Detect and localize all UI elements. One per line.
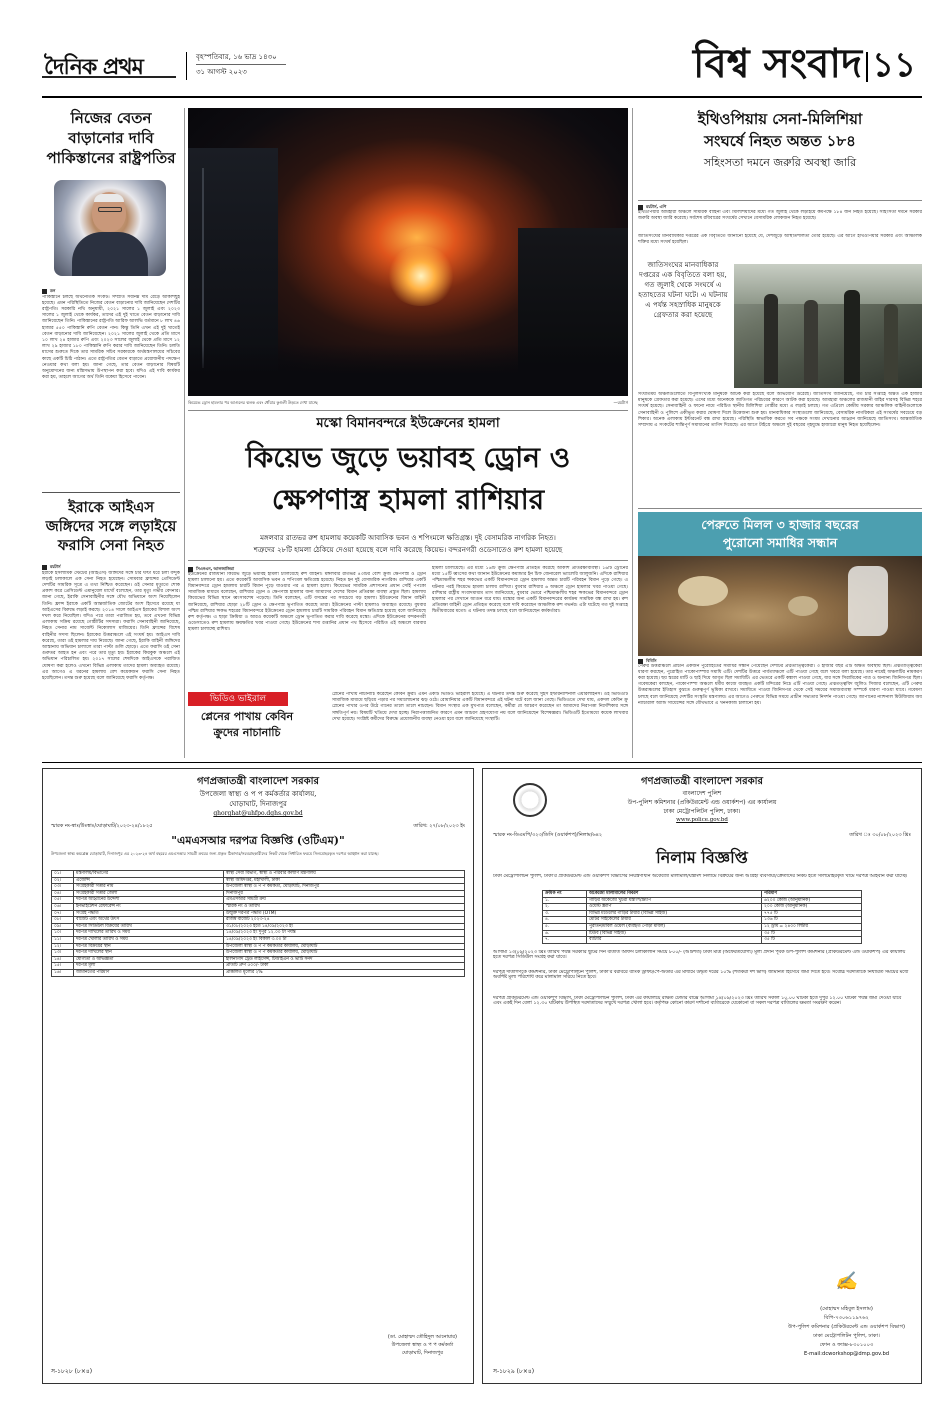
table-row: [543, 917, 862, 924]
table-cell: ১৬।: [52, 969, 74, 976]
table-cell: ১০।: [52, 930, 74, 937]
table-cell: প্রতিটি গ্রুপ ৫০০/- টাকা: [224, 963, 465, 970]
page-number: ১১: [872, 45, 917, 85]
table-cell: ৩.: [543, 910, 587, 917]
table-cell: ৭.: [543, 937, 587, 944]
table-cell: উপজেলা স্বাস্থ্য ও প প কর্মকর্তার কার্যালয়, ঘোড়াঘাট: [224, 943, 465, 950]
table-cell: মোটর সাইকেলের টায়ার: [587, 917, 762, 924]
table-cell: ০৯।: [52, 923, 74, 930]
table-row: [52, 943, 465, 950]
kyiv-body-col-1: সিএনএন, আলজাজিরা ইউক্রেনের রাজধানী কিয়েভ জুড়ে ভয়াবহ হামলা চালিয়েছে রুশ বাহিনী। মঙ্গলবার রাতভর ৪৩টির বেশি ক্রুজ ক্ষেপণাস্ত্র ও ড্রোন হামলা চালানো হয়। এতে কয়েকটি আবাসিক ভবন ও শপিংমল ক্ষতিগ্রস্ত হয়েছে। নিহত হন দুই বেসামরিক নাগরিক। রাশিয়ার একটি বিমানবন্দরে ড্রোন হামলায় চারটি বিমান পুড়ে যাওয়ার পর এ হামলা হলো। কিয়েভের সামরিক প্রশাসনের প্রধান সের্হি পপকো সামাজিক মাধ্যমে বলেছেন, রাশিয়ার ড্রোন ও ক্ষেপণাস্ত্র হামলার জন্য আমাদের দেশের বিমান প্রতিরক্ষা ব্যবস্থা প্রস্তুত ছিল। হামলায় কিয়েভের বিভিন্ন স্থানে ধ্বংসাবশেষ পড়েছে। তিনি বলেছেন, এটি বসন্তের পর সবচেয়ে বড় হামলা। ইউক্রেনের বিমান বাহিনী জানিয়েছে, রাশিয়ার ছোড়া ২৮টি ড্রোন ও ক্ষেপণাস্ত্র ভূপাতিত করেছে তারা। ইউক্রেনের পাল্টা হামলাও অব্যাহত রয়েছে। বুধবার পশ্চিম রাশিয়ার প্সকভ শহরের বিমানবন্দরে ইউক্রেনের ড্রোন হামলায় চারটি সামরিক পরিবহন বিমান ক্ষতিগ্রস্ত হয়েছে বলে জানিয়েছে রুশ কর্তৃপক্ষ। এ ছাড়া ক্রিমিয়া ও আরও কয়েকটি অঞ্চলে ড্রোন ভূপাতিত করার দাবি করেছে মস্কো। এদিকে ইউক্রেনের বন্দরনগরী ওডেসাতেও রুশ হামলায় ক্ষয়ক্ষতির খবর পাওয়া গেছে। ইউক্রেনের শস্য রপ্তানির প্রধান পথ হিসেবে পরিচিত এই অঞ্চলে বারবার হামলা চালাচ্ছে রাশিয়া।: [188, 566, 426, 633]
peru-title-box: পেরুতে মিলল ৩ হাজার বছরের পুরোনো সমাধির সন্ধান: [638, 512, 922, 556]
kyiv-photo: [188, 108, 628, 396]
table-cell: উপজেলা স্বাস্থ্য ও প প কর্মকর্তার কার্যালয়, ঘোড়াঘাট: [224, 950, 465, 957]
table-cell: ১৫।: [52, 963, 74, 970]
masthead-date: বৃহস্পতিবার, ১৬ ভাদ্র ১৪৩০ ৩১ আগস্ট ২০২৩: [196, 52, 336, 77]
table-cell: ১.: [543, 897, 587, 904]
table-row: [543, 930, 862, 937]
table-row: [543, 897, 862, 904]
table-cell: উন্মুক্ত দরপত্র পদ্ধতি (OTM): [224, 910, 465, 917]
table-cell: ৭৭৫ টি: [762, 910, 862, 917]
ad1-table: [51, 870, 465, 977]
table-cell: দরপত্র মূল্য: [74, 963, 224, 970]
table-cell: প্রাক্কলিত মূল্যের ২%: [224, 969, 465, 976]
table-row: [543, 923, 862, 930]
table-cell: ২০০ কেজি (আনুমানিক): [762, 904, 862, 911]
table-cell: ৫.: [543, 923, 587, 930]
table-row: [52, 897, 465, 904]
signature: ✍: [835, 1271, 858, 1292]
table-row: [52, 969, 465, 976]
table-cell: ১৪।: [52, 956, 74, 963]
table-row: [52, 890, 465, 897]
table-cell: দরপত্র সিডিউল বিক্রয়ের তারিখ: [74, 923, 224, 930]
table-cell: সংগ্রহ পদ্ধতি: [74, 910, 224, 917]
table-cell: দরপত্র দাখিলের স্থান: [74, 950, 224, 957]
kyiv-headline-1: কিয়েভ জুড়ে ভয়াবহ ড্রোন ও: [245, 441, 571, 474]
table-cell: ১১।: [52, 936, 74, 943]
table-cell: এজেন্সি: [74, 877, 224, 884]
table-cell: ৬২০০ কেজি (আনুমানিক): [762, 897, 862, 904]
kyiv-kicker: মস্কো বিমানবন্দরে ইউক্রেনের হামলা: [316, 416, 500, 431]
table-cell: ০৭।: [52, 910, 74, 917]
ad-ghoraghat-tender: গণপ্রজাতন্ত্রী বাংলাদেশ সরকার উপজেলা স্বাস্থ্য ও প প কর্মকর্তার কার্যালয়, ঘোড়াঘাট, দিনাজপুর ghorghat@uhfpo.dghs.gov.bd স্মারক নং-স্বাঃ/উঃস্বাঃ/ঘোড়াঘাট/২০২৩-২৪/১৮২৫ তারিখ: ২৭/০৮/২০২৩ ইং "এমএসআর দরপত্র বিজ্ঞপ্তি (ওটিএম)" উপজেলা স্বাস্থ্য কমপ্লেক্স ঘোড়াঘাট, দিনাজপুর এর ২০২৩-২৪ অর্থ বছরের এমএসআর সামগ্রী ক্রয়ের জন্য প্রকৃত ঠিকাদার/সরবরাহকারীদের নিকট থেকে নির্ধারিত ফরমে সিলমোহরকৃত দরপত্র আহ্বান করা যাচ্ছে। ০১। মন্ত্রণালয়/বিভাগের স্বাস্থ্য সেবা বিভাগ, স্বাস্থ্য ও পরিবার কল্যাণ মন্ত্রণালয় ০২। এজেন্সি স্বাস্থ্য অধিদপ্তর, মহাখালী, ঢাকা ০৩। সংগ্রহকারী সত্তার নাম উপজেলা স্বাস্থ্য ও প প কর্মকর্তা, ঘোড়াঘাট, দিনাজপুর ০৪। সংগ্রহকারী সত্তার জেলা দিনাজপুর ০৫। দরপত্র আহ্বানের উদ্দেশ্য এমএসআর সামগ্রী ক্রয় ০৬। ইনভাইটেশন রেফারেন্স নং স্মারক নং ও তারিখ ০৭। সংগ্রহ পদ্ধতি উন্মুক্ত দরপত্র পদ্ধতি (OTM) ০৮। বাজেট এবং অর্থের উৎস রাজস্ব বাজেট ২০২৩-২৪ ০৯। দরপত্র সিডিউল বিক্রয়ের তারিখ ৩১/০৮/২০২৩ হতে ১৪/০৯/২০২৩ ইং ১০। দরপত্র দাখিলের তারিখ ও সময় ১৪/০৯/২০২৩ ইং দুপুর ১২.০০ টা পর্যন্ত ১১। দরপত্র খোলার তারিখ ও সময় ১৪/০৯/২০২৩ ইং বিকাল ৩.০০ টা ১২। দরপত্র বিক্রয়ের স্থান উপজেলা স্বাস্থ্য ও প প কর্মকর্তার কার্যালয়, ঘোড়াঘাট ১৩। দরপত্র দাখিলের স্থান উপজেলা স্বাস্থ্য ও প প কর্মকর্তার কার্যালয়, ঘোড়াঘাট ১৪। যোগ্যতা ও অভিজ্ঞতা হালনাগাদ ট্রেড লাইসেন্স, টিআইএন ও ভ্যাট সনদ ১৫। দরপত্র মূল্য প্রতিটি গ্রুপ ৫০০/- টাকা ১৬। জামানতের পরিমাণ প্রাক্কলিত মূল্যের ২% (ডা. মোহাম্মদ তৌহিদুল আনোয়ার) উপজেলা স্বাস্থ্য ও প প কর্মকর্তা ঘোড়াঘাট, দিনাজপুর স-১৮২৮ (৮×৪): [42, 768, 474, 1384]
table-cell: যোগ্যতা ও অভিজ্ঞতা: [74, 956, 224, 963]
kyiv-photo-caption: কিয়েভে ড্রোন হামলার পর আগুনের ঝলক এবং ধোঁয়ার কুণ্ডলী উড়তে দেখা যাচ্ছে: [188, 400, 318, 405]
table-cell: পুরাতন/মবিল ওয়েল (ব্যবহৃত পোড়া মবিল): [587, 923, 762, 930]
masthead-logo: দৈনিক প্রথম: [42, 46, 180, 82]
table-row: [52, 950, 465, 957]
table-row: [52, 903, 465, 910]
table-cell: ১৩৬ টি: [762, 917, 862, 924]
table-cell: ১৪/০৯/২০২৩ ইং দুপুর ১২.০০ টা পর্যন্ত: [224, 930, 465, 937]
table-cell: স্বাস্থ্য সেবা বিভাগ, স্বাস্থ্য ও পরিবার কল্যাণ মন্ত্রণালয়: [224, 871, 465, 878]
table-cell: ৩৫ টি: [762, 937, 862, 944]
table-row: [52, 917, 465, 924]
table-row: [52, 877, 465, 884]
table-row: [52, 923, 465, 930]
alvi-photo: [54, 180, 166, 276]
table-cell: সংগ্রহকারী সত্তার জেলা: [74, 890, 224, 897]
table-cell: দরপত্র আহ্বানের উদ্দেশ্য: [74, 897, 224, 904]
table-cell: দরপত্র দাখিলের তারিখ ও সময়: [74, 930, 224, 937]
table-cell: ১৩।: [52, 950, 74, 957]
table-cell: ০৮।: [52, 917, 74, 924]
table-cell: ১২।: [52, 943, 74, 950]
ad2-table: ক্রমিক নং অকেজো মালামালের বিবরণ পরিমাণ ১. গাড়ির অকেজো খুচরা যন্ত্রাংশ/স্ক্র্যাপ ৬২০০ কেজি (আনুমানিক) ২. ওয়েস্ট স্ক্র্যাপ ২০০ কেজি (আনুমানিক) ৩. বিভিন্ন মডেলের গাড়ির টায়ার (বিভিন্ন সাইজ) ৭৭৫ টি ৪. মোটর সাইকেলের টায়ার ১৩৬ টি ৫. পুরাতন/মবিল ওয়েল (ব্যবহৃত পোড়া মবিল) ১২ ড্রাম = ২৪০০ লিটার ৬. টিউব (বিভিন্ন সাইজ) ৩৫ টি ৭. ব্যাটারি ৩৫ টি: [542, 890, 862, 944]
table-cell: ব্যাটারি: [587, 937, 762, 944]
section-title: বিশ্ব সংবাদ: [693, 40, 862, 87]
table-row: [543, 904, 862, 911]
table-cell: ০২।: [52, 877, 74, 884]
table-cell: ১২ ড্রাম = ২৪০০ লিটার: [762, 923, 862, 930]
table-row: [52, 956, 465, 963]
table-cell: ৪.: [543, 917, 587, 924]
table-cell: রাজস্ব বাজেট ২০২৩-২৪: [224, 917, 465, 924]
ethiopia-photo: [734, 264, 922, 388]
table-cell: দিনাজপুর: [224, 890, 465, 897]
ethiopia-pull-quote: জাতিসংঘের মানবাধিকার দপ্তরের এক বিবৃতিতে বলা হয়, গত জুলাই থেকে সংঘর্ষে এ হতাহতের ঘটনা ঘটে। এ ঘটনায় এ পর্যন্ত সহস্রাধিক মানুষকে গ্রেফতার করা হয়েছে: [638, 260, 728, 319]
table-row: [52, 930, 465, 937]
table-cell: মন্ত্রণালয়/বিভাগের: [74, 871, 224, 878]
table-cell: ৬.: [543, 930, 587, 937]
kyiv-photo-credit: —রয়টার্স: [613, 400, 628, 405]
isis-story: ইরাকে আইএস জঙ্গিদের সঙ্গে লড়াইয়ে ফরাসি সেনা নিহত রয়টার্স ইরাকে ইসলামিক স্টেটের (আইএস) জঙ্গিদের সঙ্গে চার ঘণ্টা ধরে চলা বন্দুক লড়াই চলাকালে এক সেনা নিহত হয়েছেন। সোমবার ফ্রান্সের প্রেসিডেন্ট দেশটির সামরিক সূত্রে এ তথ্য নিশ্চিত করেছেন। ওই সেনার মৃত্যুতে শোক প্রকাশ করে প্রেসিডেন্ট এমানুয়েল মাখোঁ বলেছেন, তার মৃত্যু গভীর বেদনার। জানা গেছে, ইরাকি সেনাবাহিনীর সঙ্গে যৌথ অভিযানে অংশ নিয়েছিলেন তিনি। ফ্রান্স ইরাকে একটি আন্তর্জাতিক জোটের অংশ হিসেবে রয়েছে যা আইএসের বিরুদ্ধে লড়াই করছে। ২০১৪ সালে আইএস ইরাকের বিশাল অংশ দখল করে নিয়েছিল। যদিও পরে তারা পরাজিত হয়, তবে এখনো বিভিন্ন এলাকায় সক্রিয় রয়েছে গোষ্ঠীটির সদস্যরা। ফরাসি সেনাবাহিনী জানিয়েছে, নিহত সেনার নাম সার্জেন্ট নিকোলাস মাজিয়ের। তিনি ফ্রান্সের বিশেষ বাহিনীর সদস্য ছিলেন। ইরাকের উত্তরাঞ্চলে এই সংঘর্ষ হয়। আইএস দাবি করেছে, তারা ওই হামলার দায় নিয়েছে। জানা গেছে, ইরাকি বাহিনী জঙ্গিদের আস্তানায় অভিযান চালালে তারা পাল্টা গুলি ছোড়ে। এতে ফরাসি ওই সেনা গুরুতর আহত হন এবং পরে তার মৃত্যু হয়। ইরাকের কিরকুক অঞ্চলে এই অভিযান পরিচালিত হয়। ২০১৭ সালের শেষদিকে আইএসকে পরাজিত ঘোষণা করা হলেও এখনো বিভিন্ন এলাকায় তাদের হামলা অব্যাহত রয়েছে। এর আগেও এ ধরনের হামলায় বেশ কয়েকজন ফরাসি সেনা নিহত হয়েছিলেন। তদন্ত শুরু হয়েছে বলে জানিয়েছে ফরাসি কর্তৃপক্ষ।: [42, 499, 180, 681]
table-cell: ৩৫ টি: [762, 930, 862, 937]
viral-box: ভিডিও ভাইরাল প্লেনের পাখায় কেবিন ক্রুদের নাচানাচি: [188, 692, 326, 758]
table-cell: স্মারক নং ও তারিখ: [224, 903, 465, 910]
alvi-story: নিজের বেতন বাড়ানোর দাবি পাকিস্তানের রাষ্ট্রপতির ডন পাকিস্তানে চলছে অর্থনৈতিক সংকট। সম্প্রতি সর্বনিম্ন দাম রেড়ে আকাশছুঁই হয়েছে। এমন পরিস্থিতিতে নিজের বেতন বাড়ানোর দাবি জানিয়েছেন দেশটির রাষ্ট্রপতি। সরকারি নথি অনুযায়ী, ২০২১ সালের ১ জুলাই এবং ২০২৩ সালের ১ জুলাই থেকে কার্যকর, তাদের এই দুই খাতে বেতন বাড়ানোর দাবি জানিয়েছেন তিনি। পাকিস্তানের রাষ্ট্রপতি আরিফ আলভি বর্তমানে ৮ লাখ ৪৬ হাজার ৫৫০ পাকিস্তানি রুপি বেতন পান। কিন্তু তিনি এখন এই দুই খাতেই বেতন বাড়ানোর দাবি জানিয়েছেন। ২০২১ সালের জুলাই থেকে প্রতি মাসে ১০ লাখ ২৪ হাজার রুপি এবং ২০২৩ সালের জুলাই থেকে প্রতি মাসে ১২ লাখ ২৯ হাজার ১৮০ পাকিস্তানি রুপি করার দাবি জানিয়েছেন তিনি। চলতি মাসের শুরুতে দিকে তার সামরিক সচিব সরকারকে অর্থমন্ত্রণালয়ের সচিবের কাছে একটি চিঠি পাঠান। এতে রাষ্ট্রপতির বেতন বাড়াতে প্রয়োজনীয় পদক্ষেপ নেওয়ার কথা বলা হয়। জানা গেছে, তার বেতন বাড়ানোর বিষয়টি অনুমোদনের জন্য মন্ত্রিসভায় উপস্থাপন করা হবে। যদিও এই দাবি কার্যকর করা হয়, তাহলে আগের অর্থ তিনি বকেয়া হিসেবে পাবেন।: [42, 109, 180, 381]
peru-story: পেরুতে মিলল ৩ হাজার বছরের পুরোনো সমাধির সন্ধান বিবিসি পেরুর উত্তরাঞ্চলে প্রাচীন একজন পুরোহিতের সমাধির সন্ধান পেয়েছেন দেশটির প্রত্নতাত্ত্বিকেরা। ৩ হাজার বছর এটি অক্ষত অবস্থায় ছিল। প্রত্নতাত্ত্বিকেরা ধারণা করছেন, পুরোহিত পাকোপাম্পার সমাধি এটি। দেশটির উত্তরে পার্বত্যাঞ্চলে এটি পাওয়া গেছে বলে খবরে বলা হয়েছে। তার নামেই অঞ্চলটির নামকরণ করা হয়েছে। ছয় স্তরের মাটি ও ছাই দিয়ে আবৃত ছিল সমাধিটি। এর ভেতরে একটি কঙ্কাল পাওয়া গেছে, যার সঙ্গে সিরামিকের পাত্র ও অন্যান্য জিনিসপত্র ছিল। গবেষকেরা বলছেন, পাকোপাম্পা অঞ্চলে ধর্মীয় কাজে ব্যবহৃত একটি মন্দিরের নিচে এটি পাওয়া গেছে। প্রত্নতত্ত্ববিদ জুলিও সিজার বলেছেন, এটি পেরুর উত্তরাঞ্চলের ইতিহাস বুঝতে গুরুত্বপূর্ণ ভূমিকা রাখবে। সমাধিতে পাওয়া জিনিসপত্র থেকে সেই সময়ের সমাজব্যবস্থা সম্পর্কে ধারণা পাওয়া যাবে। গবেষণা চলছে বলে জানিয়েছে দেশটির সংস্কৃতি মন্ত্রণালয়। এর আগেও পেরুতে বিভিন্ন সময়ে প্রাচীন সভ্যতার নিদর্শন পাওয়া গেছে। জাপানের ন্যাশনাল মিউজিয়াম অব ন্যাচারাল অ্যান্ড সায়েন্সের সঙ্গে যৌথভাবে এ খননকাজ চালানো হয়।: [638, 512, 922, 758]
table-cell: দরপত্র খোলার তারিখ ও সময়: [74, 936, 224, 943]
table-cell: এমএসআর সামগ্রী ক্রয়: [224, 897, 465, 904]
table-cell: ০৬।: [52, 903, 74, 910]
table-cell: ০১।: [52, 871, 74, 878]
table-cell: জামানতের পরিমাণ: [74, 969, 224, 976]
kyiv-body-col-2: হামলা চালিয়েছে। এর মধ্যে ১৬টি ক্রুজ ক্ষেপণাস্ত্র প্রতিহত করেছে আকাশ প্রতিরক্ষাব্যবস্থা। ১৬টি ড্রোনের মধ্যে ১৫টি ধ্বংসের কথা জানান ইউক্রেনের কমান্ডার ইন চিফ জেনারেল ভ্যালেরি জালুজনি। এদিকে রাশিয়ার পশ্চিমাঞ্চলীয় শহর প্সকভের একটি বিমানবন্দরে ড্রোন হামলায় অন্তত চারটি পরিবহন বিমান পুড়ে গেছে। এ ঘটনার পরই কিয়েভে হামলা চালায় রাশিয়া। বুধবার রাশিয়ার ৬ অঞ্চলে ড্রোন হামলার খবর পাওয়া গেছে। রাশিয়ার রাষ্ট্রীয় সংবাদমাধ্যম তাস জানিয়েছে, বুধবার ভোরে পশ্চিমাঞ্চলীয় শহর প্সকভের বিমানবন্দরে ড্রোন হামলার পর সেখানে আগুন ধরে যায়। মস্কোর অন্য একটি বিমানবন্দরের কার্যক্রম সাময়িক বন্ধ রাখা হয়। রুশ প্রতিরক্ষা বাহিনী ড্রোন প্রতিহত করেছে বলে দাবি করেছেন আঞ্চলিক রুশ গভর্নর। এটা ঘটেছে গত দুই সপ্তাহে দ্বিতীয়বারের মতো। এ ঘটনায় তদন্ত চলছে বলে জানিয়েছেন কর্মকর্তারা।: [432, 566, 628, 615]
table-cell: দরপত্র বিক্রয়ের স্থান: [74, 943, 224, 950]
table-row: [543, 910, 862, 917]
table-row: [52, 871, 465, 878]
table-cell: হালনাগাদ ট্রেড লাইসেন্স, টিআইএন ও ভ্যাট সনদ: [224, 956, 465, 963]
table-cell: বাজেট এবং অর্থের উৎস: [74, 917, 224, 924]
table-cell: উপজেলা স্বাস্থ্য ও প প কর্মকর্তা, ঘোড়াঘাট, দিনাজপুর: [224, 884, 465, 891]
police-emblem: [513, 783, 547, 817]
table-cell: গাড়ির অকেজো খুচরা যন্ত্রাংশ/স্ক্র্যাপ: [587, 897, 762, 904]
table-cell: ১৪/০৯/২০২৩ ইং বিকাল ৩.০০ টা: [224, 936, 465, 943]
table-cell: ০৪।: [52, 890, 74, 897]
table-row: [52, 936, 465, 943]
viral-body: প্লেনের পাখায় নাচানাচি করেছেন কেবিন ক্রুরা। এমন একটি ভিডিও ভাইরাল হয়েছে। এ ঘটনার তদন্ত শুরু করেছে সুইস ইন্টারন্যাশনাল এয়ারলাইনস। ওই ভিডিওটি সামাজিক মাধ্যমে ছড়িয়ে পড়ার পর সমালোচনার ঝড় ওঠে। রোমানিয়ার একটি বিমানবন্দরে এই ঘটনা ঘটে বলে জানা গেছে। ভিডিওতে দেখা যায়, একদল কেবিন ক্রু প্লেনের পাখার ওপর উঠে গানের তালে তালে নাচছেন। বিমান সংস্থার এক মুখপাত্র বলেছেন, কর্মীরা যে আচরণ করেছেন তা আমাদের নিরাপত্তা নির্দেশিকার সঙ্গে সঙ্গতিপূর্ণ নয়। বিষয়টি খতিয়ে দেখা হচ্ছে। নিরাপত্তাজনিত কারণে এমন আচরণ গ্রহণযোগ্য নয় বলে জানিয়েছেন বিশেষজ্ঞরা। ভিডিওটি ইতোমধ্যে কয়েক লাখবার দেখা হয়েছে। সংশ্লিষ্ট কর্মীদের বিরুদ্ধে প্রয়োজনীয় ব্যবস্থা নেওয়া হবে বলে জানিয়েছে সংস্থাটি।: [332, 692, 628, 722]
table-row: [52, 963, 465, 970]
kyiv-deck: মঙ্গলবার রাতভর রুশ হামলায় কয়েকটি আবাসিক ভবন ও শপিংমলে ক্ষতিগ্রস্ত। দুই বেসামরিক নাগরিক নিহত। শত্রুদের ২৮টি হামলা ঠেকিয়ে দেওয়া হয়েছে বলে দাবি করেছে কিয়েভ। বন্দরনগরী ওডেসাতেও রুশ হামলা হয়েছে: [253, 534, 563, 554]
table-cell: সংগ্রহকারী সত্তার নাম: [74, 884, 224, 891]
table-cell: ওয়েস্ট স্ক্র্যাপ: [587, 904, 762, 911]
table-cell: ০৫।: [52, 897, 74, 904]
table-row: [52, 884, 465, 891]
table-row: [543, 937, 862, 944]
ad-dmp-auction: গণপ্রজাতন্ত্রী বাংলাদেশ সরকার বাংলাদেশ পুলিশ উপ-পুলিশ কমিশনার (প্রকিউরমেন্ট এন্ড ওয়ার্কশপ) এর কার্যালয় ঢাকা মেট্রোপলিটন পুলিশ, ঢাকা। www.police.gov.bd স্মারক নং-ডিএমপি/৩২৩/ডিসি (ওয়ার্কশপ)/নিলাম/৬৪২ তারিখ ঃ ৩০/০৮/২০২৩ খ্রিঃ নিলাম বিজ্ঞপ্তি ঢাকা মেট্রোপলিটন পুলিশ, ঢাকা'র প্রকিউরমেন্ট এন্ড ওয়ার্কশপ বিভাগের নিয়ন্ত্রণাধীন অকেজো মালামাল/যন্ত্রাংশ নিলামে বিক্রয়ের জন্য আগ্রহী ব্যবসায়ী/ক্রেতাদের নিকট হতে সীলমোহরকৃত খামে দরপত্র আহবান করা যাচ্ছে। ক্রমিক নং অকেজো মালামালের বিবরণ পরিমাণ ১. গাড়ির অকেজো খুচরা যন্ত্রাংশ/স্ক্র্যাপ ৬২০০ কেজি (আনুমানিক) ২. ওয়েস্ট স্ক্র্যাপ ২০০ কেজি (আনুমানিক) ৩. বিভিন্ন মডেলের গাড়ির টায়ার (বিভিন্ন সাইজ) ৭৭৫ টি ৪. মোটর সাইকেলের টায়ার ১৩৬ টি ৫. পুরাতন/মবিল ওয়েল (ব্যবহৃত পোড়া মবিল) ১২ ড্রাম = ২৪০০ লিটার ৬. টিউব (বিভিন্ন সাইজ) ৩৫ টি ৭. ব্যাটারি ৩৫ টি আগামী ১৩/০৯/২০২৩ খ্রিঃ তারিখ পর্যন্ত সরকারি ছুটির দিন ব্যতীত অফিস চলাকালীন সময়ে ৮০০/- (আটশত) টাকা মাত্র (অফেরতযোগ্য) মূল্য প্রদান পূর্বক উপ-পুলিশ কমিশনার (প্রকিউরমেন্ট এন্ড ওয়ার্কশপ) এর কার্যালয় হতে দরপত্র সিডিউল সংগ্রহ করা যাবে। দরপত্র দাতাগণকে কমিশনার, ঢাকা মেট্রোপলিটন পুলিশ, ঢাকা'র বরাবরে ব্যাংক ড্রাফট/পে-অর্ডার এর মাধ্যমে উদ্ধৃত দরের ১০% (শতকরা দশ ভাগ) জামানত হিসেবে জমা দিতে হবে। সর্বোচ্চ দরদাতাকে নির্ধারিত সময়ের মধ্যে অবশিষ্ট মূল্য পরিশোধ করে মালামাল সরিয়ে নিতে হবে। দরপত্র প্রকিউরমেন্ট এন্ড ওয়ার্কশপ বিভাগ, ঢাকা মেট্রোপলিটন পুলিশ, ঢাকা এর কার্যালয়ে রক্ষিত টেন্ডার বাক্সে আগামী ১৪/০৯/২০২৩ খ্রিঃ তারিখ সকাল ১০.০০ ঘটিকা হতে দুপুর ১২.০০ ঘটিকা পর্যন্ত জমা দেওয়া যাবে এবং একই দিন বেলা ১২.৩০ ঘটিকায় উপস্থিত দরদাতাদের সম্মুখে দরপত্র খোলা হবে। কর্তৃপক্ষ কোনো কারণ দর্শানো ব্যতিরেকে যেকোনো বা সকল দরপত্র বাতিলের ক্ষমতা সংরক্ষণ করেন। ✍ (মোহাম্মদ মহিবুল ইসলাম) বিপি-৭৩০৬১১৯৭৬২ উপ-পুলিশ কমিশনার (প্রকিউরমেন্ট এন্ড ওয়ার্কশপ বিভাগ) ঢাকা মেট্রোপলিটন পুলিশ, ঢাকা। ফোন ও ফ্যাক্স-৮৩০১০০৩ E-mail:dcworkshop@dmp.gov.bd স-১৮২৯ (৮×৪): [482, 768, 922, 1384]
table-cell: টিউব (বিভিন্ন সাইজ): [587, 930, 762, 937]
table-cell: স্বাস্থ্য অধিদপ্তর, মহাখালী, ঢাকা: [224, 877, 465, 884]
table-cell: ২.: [543, 904, 587, 911]
table-cell: ৩১/০৮/২০২৩ হতে ১৪/০৯/২০২৩ ইং: [224, 923, 465, 930]
table-cell: ইনভাইটেশন রেফারেন্স নং: [74, 903, 224, 910]
table-cell: বিভিন্ন মডেলের গাড়ির টায়ার (বিভিন্ন সাইজ): [587, 910, 762, 917]
table-cell: ০৩।: [52, 884, 74, 891]
kyiv-headline-2: ক্ষেপণাস্ত্র হামলা রাশিয়ার: [271, 483, 545, 516]
ethiopia-story: ইথিওপিয়ায় সেনা-মিলিশিয়া সংঘর্ষে নিহত অন্তত ১৮৪ সহিংসতা দমনে জরুরি অবস্থা জারি রয়টার্স, এপি ইথিওপিয়ার আমহারা অঞ্চলে সামরিক বাহিনী এবং মিলিশিয়াদের মধ্যে গত জুলাই থেকে লড়াইয়ে কমপক্ষে ১৮৪ জন নিহত হয়েছে। সহিংসতা দমনে সরকার জরুরি অবস্থা জারি করেছে। সর্বশেষ রবিবারের সংঘর্ষের সেখানে বেসামরিক লোকজন নিহত হয়েছে। জাতিসংঘের মানবাধিকার দপ্তরের এক বিবৃতিতে জানানো হয়েছে যে, দেশজুড়ে অস্থিতিশীলতা তৈরি হয়েছে। এর আগে ইথিওপিয়ার সরকার এবং আঞ্চলিক শক্তির মধ্যে সংঘর্ষ হয়েছিল। জাতিসংঘের মানবাধিকার দপ্তরের এক বিবৃতিতে বলা হয়, গত জুলাই থেকে সংঘর্ষে এ হতাহতের ঘটনা ঘটে। এ ঘটনায় এ পর্যন্ত সহস্রাধিক মানুষকে গ্রেফতার করা হয়েছে সংঘাতময় অঞ্চলগুলোতে বিপুলসংখ্যক মানুষকে আটক করা হয়েছে বলে অভিযোগ উঠেছে। জাতিসংঘ জানিয়েছে, গত চার সপ্তাহে অন্তত এক হাজার মানুষকে গ্রেফতার করা হয়েছে। এদের মধ্যে অনেককে জাতিগত পরিচয়ের কারণে আটক করা হয়েছে। আমহারা অঞ্চলের রাজধানী বাহির দারসহ বিভিন্ন শহরে সংঘর্ষ হয়েছে। সেনাবাহিনী ও ফানো নামে পরিচিত স্থানীয় মিলিশিয়া গোষ্ঠীর মধ্যে এ লড়াই চলছে। গত এপ্রিলে কেন্দ্রীয় সরকার আঞ্চলিক বাহিনীগুলোকে সেনাবাহিনী ও পুলিশে একীভূত করার ঘোষণা দিলে উত্তেজনা শুরু হয়। মানবাধিকার সংস্থাগুলো জানিয়েছে, বেসামরিক নাগরিকরা এই সংঘর্ষের সবচেয়ে বড় শিকার। অনেক এলাকায় ইন্টারনেট বন্ধ রাখা হয়েছে। পরিস্থিতি স্বাভাবিক করতে সব পক্ষকে সংযম দেখানোর আহ্বান জানিয়েছে জাতিসংঘ। আন্তর্জাতিক সম্প্রদায় এ সংকটের শান্তিপূর্ণ সমাধানের তাগিদ দিয়েছে। এর আগে টাইগ্রে অঞ্চলে দুই বছরের গৃহযুদ্ধে হাজারো মানুষ নিহত হয়েছিলেন।: [638, 110, 922, 429]
table-row: [52, 910, 465, 917]
peru-photo: [638, 556, 922, 656]
